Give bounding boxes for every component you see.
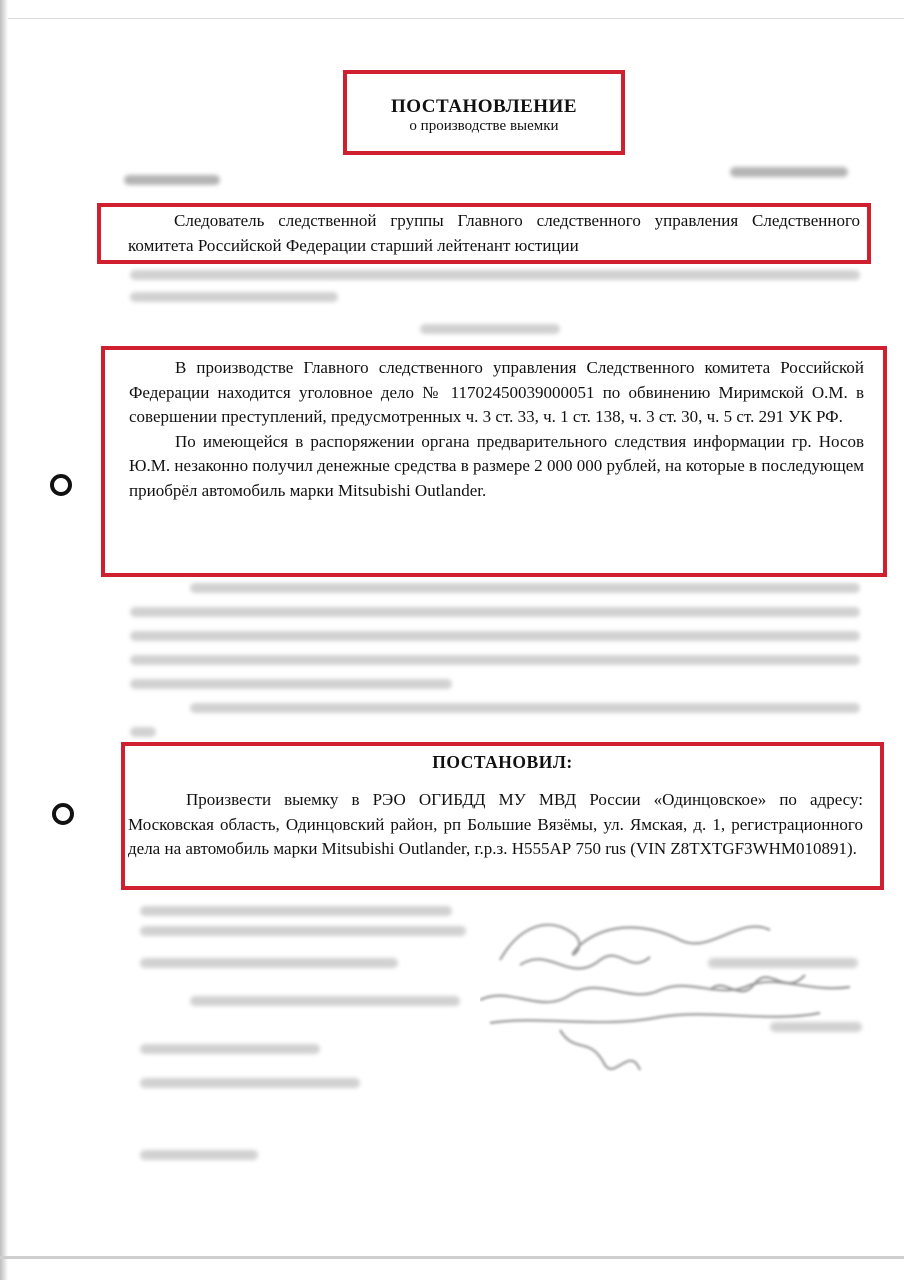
- handwritten-signature: [480, 905, 870, 1090]
- blurred-text-line: [130, 631, 860, 641]
- blurred-text-line: [130, 292, 338, 302]
- established-paragraph-2: По имеющейся в распоряжении органа предварительного следствия информации гр. Носов Ю.М. незаконно получил денежные средства в размере 2 000 000 рублей, на которые в последующем приобрёл автомобиль марки Mitsubishi Outlander.: [129, 431, 864, 500]
- title-highlight-box: [343, 70, 625, 155]
- blurred-text-line: [130, 727, 156, 737]
- blurred-text-line: [140, 958, 398, 968]
- resolved-heading: ПОСТАНОВИЛ:: [432, 752, 573, 772]
- blurred-text-line: [190, 703, 860, 713]
- blurred-place: [124, 175, 220, 185]
- blurred-text-line: [190, 996, 460, 1006]
- resolved-paragraph: Произвести выемку в РЭО ОГИБДД МУ МВД России «Одинцовское» по адресу: Московская область, Одинцовский район, рп Большие Вязёмы, ул. Ямская, д. 1, регистрационного дела на автомобиль марки Mitsubishi Outlander, г.р.з. Н555АР 750 rus (VIN Z8TXTGF3WHM010891).: [128, 790, 863, 858]
- blurred-heading: [420, 324, 560, 334]
- document-subtitle: о производстве выемки: [409, 118, 559, 134]
- scan-top-edge: [0, 18, 904, 19]
- blurred-text-line: [190, 583, 860, 593]
- punch-hole-top: [50, 474, 72, 496]
- document-title: ПОСТАНОВЛЕНИЕ: [390, 96, 578, 117]
- blurred-date: [730, 167, 848, 177]
- blurred-text-line: [140, 1044, 320, 1054]
- blurred-text-line: [130, 607, 860, 617]
- blurred-text-line: [140, 1078, 360, 1088]
- established-section: [129, 356, 864, 503]
- blurred-text-line: [130, 270, 860, 280]
- intro-paragraph: Следователь следственной группы Главного следственного управления Следственного комитета Российской Федерации старший лейтенант юстиции: [128, 211, 860, 255]
- blurred-text-line: [140, 906, 452, 916]
- scan-left-edge: [0, 0, 8, 1280]
- blurred-text-line: [130, 655, 860, 665]
- blurred-text-line: [140, 926, 466, 936]
- established-paragraph-1: В производстве Главного следственного управления Следственного комитета Российской Федерации находится уголовное дело № 11702450039000051 по обвинению Миримской О.М. в совершении преступлений, предусмотренных ч. 3 ст. 33, ч. 1 ст. 138, ч. 3 ст. 30, ч. 5 ст. 291 УК РФ.: [129, 358, 864, 426]
- punch-hole-bottom: [52, 803, 74, 825]
- blurred-text-line: [140, 1150, 258, 1160]
- scan-bottom-edge: [0, 1256, 904, 1259]
- blurred-text-line: [130, 679, 452, 689]
